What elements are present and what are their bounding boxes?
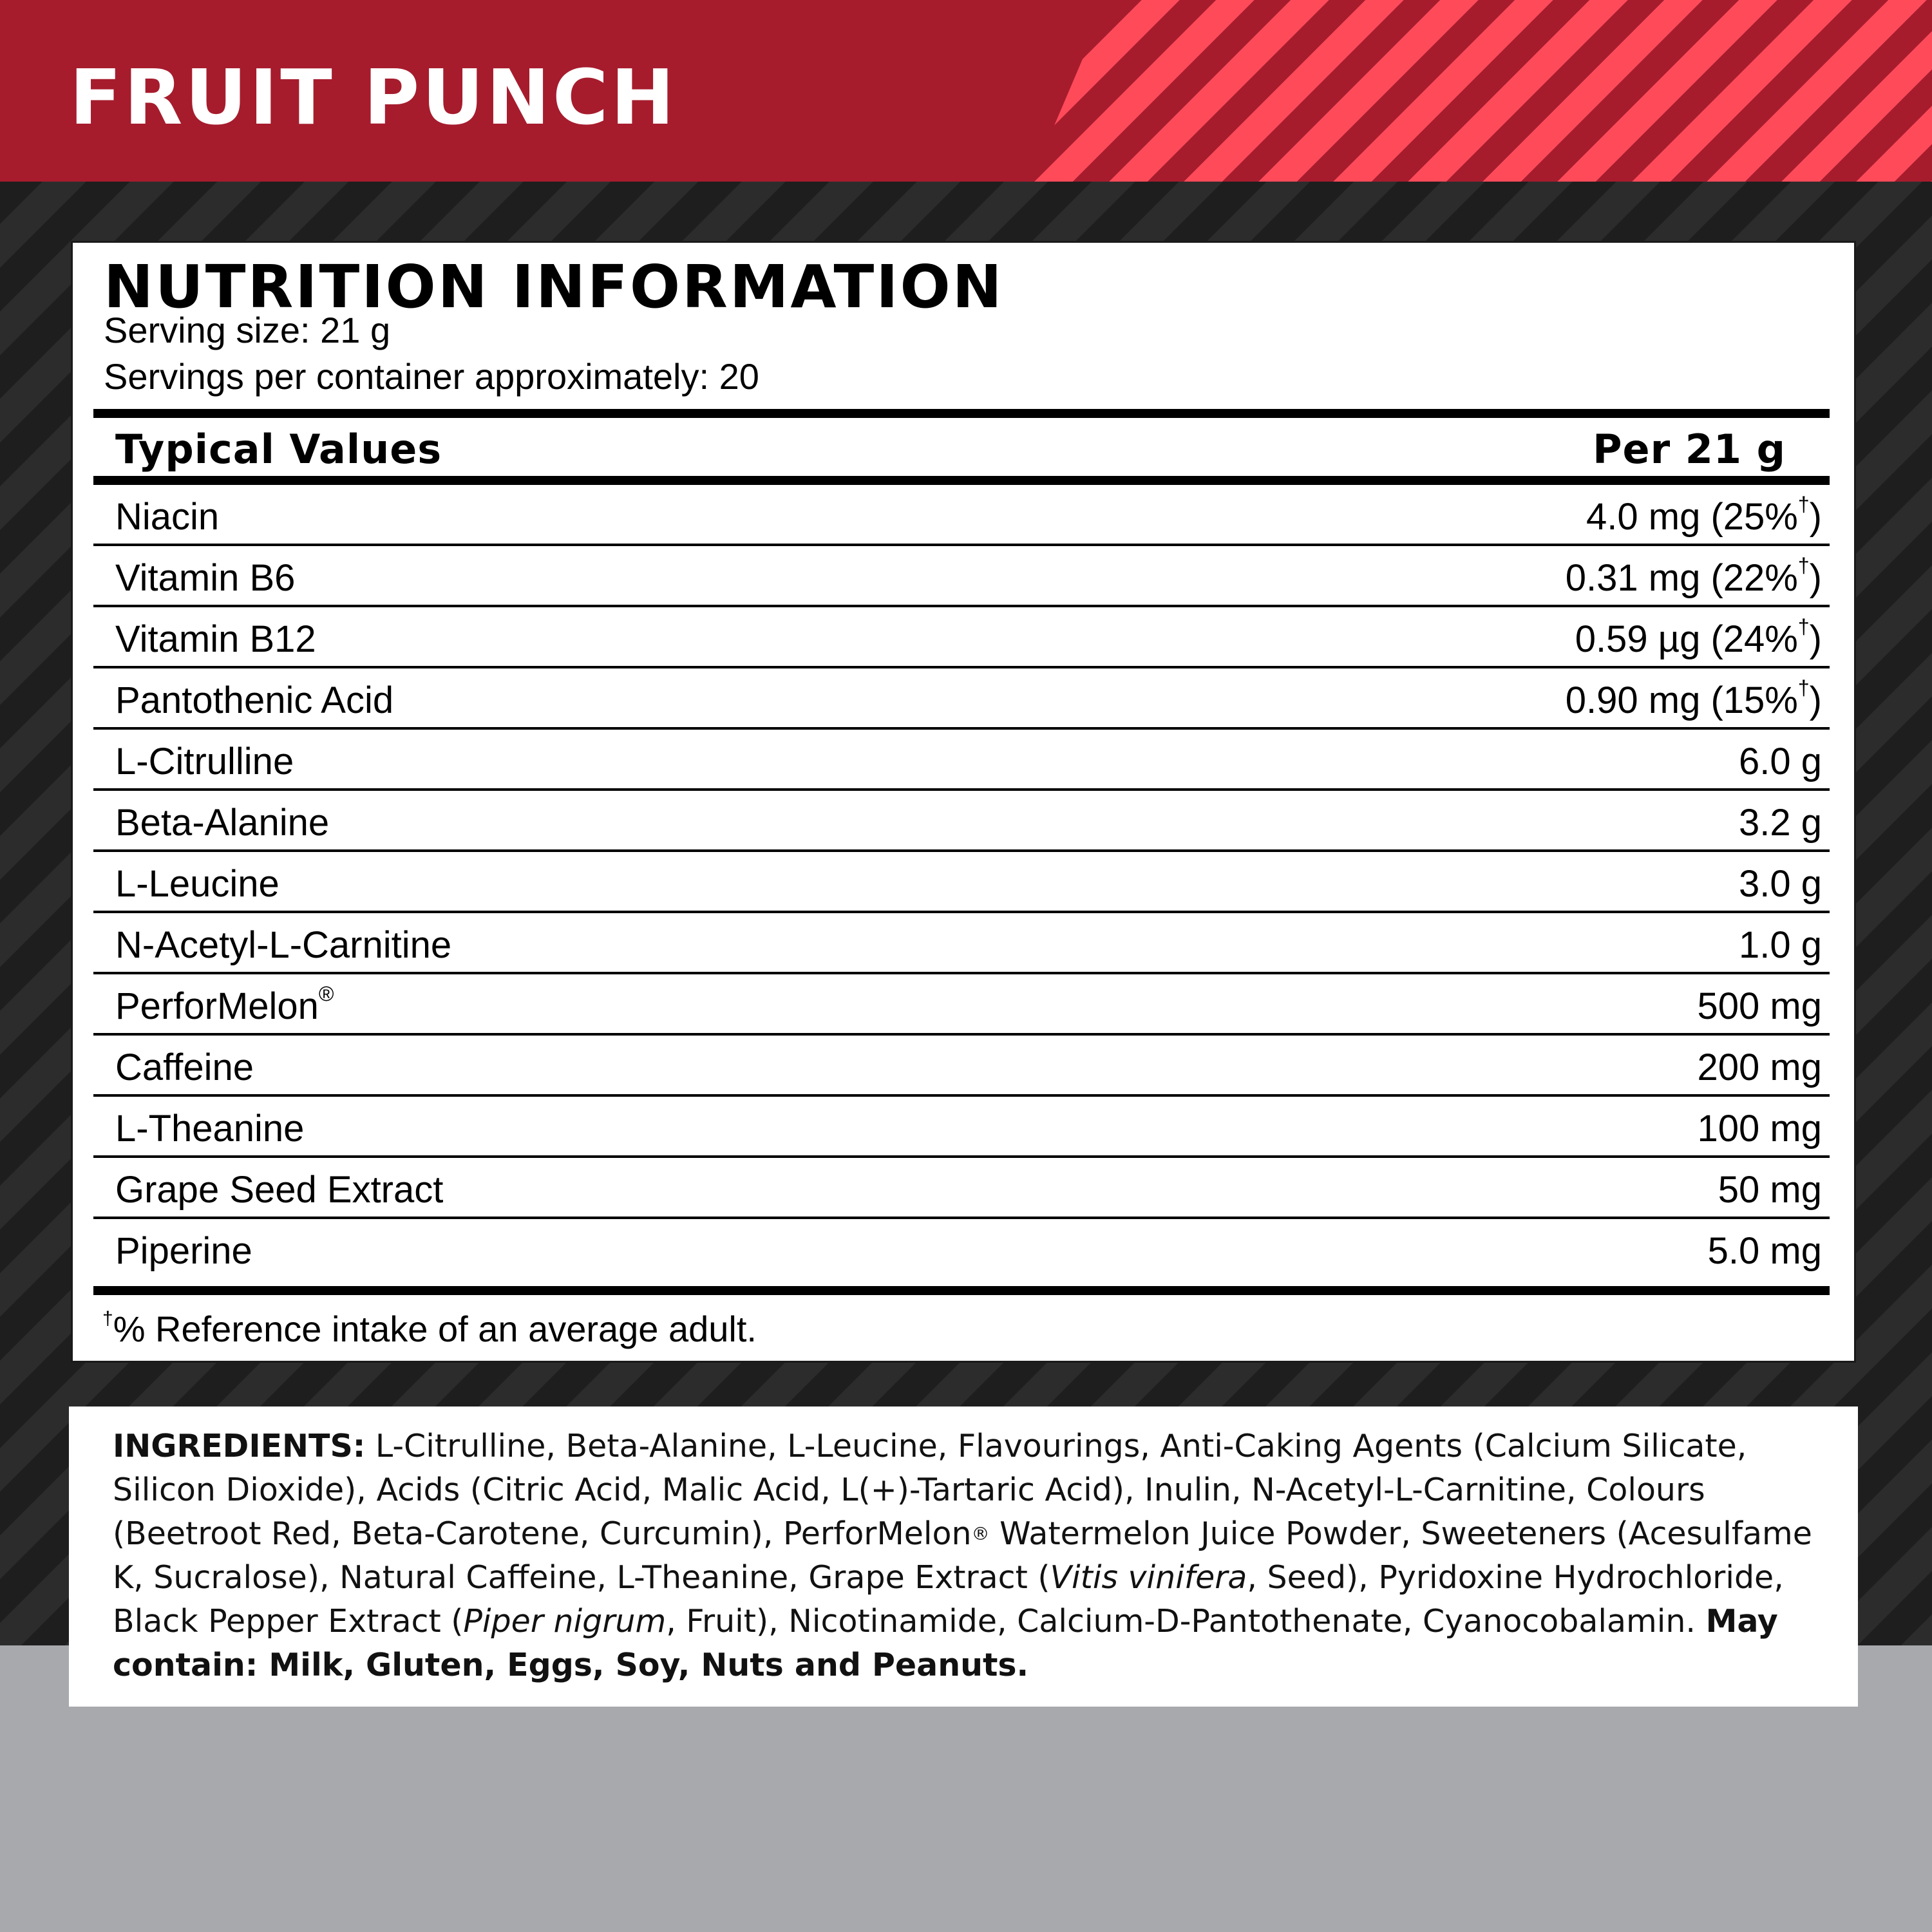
table-row: [93, 730, 1830, 791]
table-row: [93, 668, 1830, 730]
row-value: 100 mg: [1697, 1108, 1822, 1150]
row-name: L-Leucine: [115, 863, 279, 905]
row-name: Pantothenic Acid: [115, 679, 394, 721]
row-value: 0.59 µg (24%†): [1575, 615, 1822, 660]
footnote: †% Reference intake of an average adult.: [102, 1308, 757, 1349]
row-name: N-Acetyl-L-Carnitine: [115, 924, 452, 966]
table-row: [93, 913, 1830, 974]
allergen-statement: May contain: Milk, Gluten, Eggs, Soy, Nuts and Peanuts.: [113, 1603, 1778, 1683]
row-name: Caffeine: [115, 1046, 254, 1088]
table-row: [93, 1158, 1830, 1219]
row-name: Piperine: [115, 1230, 252, 1272]
table-row: [93, 852, 1830, 913]
table-row: [93, 1097, 1830, 1158]
row-value: 0.31 mg (22%†): [1565, 554, 1822, 599]
table-header: [93, 412, 1830, 477]
row-value: 5.0 mg: [1707, 1230, 1822, 1272]
row-value: 0.90 mg (15%†): [1565, 676, 1822, 721]
row-name: Grape Seed Extract: [115, 1169, 444, 1211]
row-value: 200 mg: [1697, 1046, 1822, 1088]
row-value: 50 mg: [1718, 1169, 1822, 1211]
row-value: 1.0 g: [1739, 924, 1822, 966]
table-row: [93, 791, 1830, 852]
column-header-per-serving: Per 21 g: [1593, 426, 1786, 473]
nutrition-table: [93, 485, 1830, 1280]
table-row: [93, 546, 1830, 607]
rule-header: [93, 476, 1830, 485]
servings-per-container: Servings per container approximately: 20: [104, 356, 759, 397]
table-row: [93, 1219, 1830, 1280]
header-stripe-pattern: [1030, 0, 1932, 182]
serving-size: Serving size: 21 g: [104, 310, 391, 350]
rule-bottom: [93, 1286, 1830, 1295]
ingredients-text: INGREDIENTS: L-Citrulline, Beta-Alanine, L-Leucine, Flavourings, Anti-Caking Agents (Calcium Silicate, Silicon Dioxide), Acids (Citric Acid, Malic Acid, L(+)-Tartaric Acid), Inulin, N-Acetyl-L-Carnitine, Colours (Beetroot Red, Beta-Carotene, Curcumin), PerforMelon® Watermelon Juice Powder, Sweeteners (Acesulfame K, Sucralose), Natural Caffeine, L-Theanine, Grape Extract (Vitis vinifera, Seed), Pyridoxine Hydrochloride, Black Pepper Extract (Piper nigrum, Fruit), Nicotinamide, Calcium-D-Pantothenate, Cyanocobalamin. May contain: Milk, Gluten, Eggs, Soy, Nuts and Peanuts.: [113, 1428, 1812, 1683]
table-row: [93, 607, 1830, 668]
table-row: [93, 974, 1830, 1036]
row-value: 6.0 g: [1739, 741, 1822, 782]
row-name: L-Theanine: [115, 1108, 305, 1150]
row-value: 500 mg: [1697, 985, 1822, 1027]
nutrition-title: NUTRITION INFORMATION: [104, 252, 1004, 321]
row-value: 4.0 mg (25%†): [1586, 493, 1822, 538]
row-value: 3.2 g: [1739, 802, 1822, 844]
row-name: Beta-Alanine: [115, 802, 330, 844]
row-name: Niacin: [115, 496, 220, 538]
ingredients-panel: [69, 1406, 1858, 1707]
flavor-title: FRUIT PUNCH: [70, 53, 677, 142]
row-name: L-Citrulline: [115, 741, 294, 782]
row-name: Vitamin B12: [115, 618, 316, 660]
row-name: Vitamin B6: [115, 557, 296, 599]
nutrition-panel: [71, 241, 1856, 1363]
ingredients-label: INGREDIENTS:: [113, 1428, 366, 1464]
column-header-typical-values: Typical Values: [115, 426, 442, 473]
flavor-header: [0, 0, 1932, 182]
row-value: 3.0 g: [1739, 863, 1822, 905]
table-row: [93, 1036, 1830, 1097]
table-row: [93, 485, 1830, 546]
row-name: PerforMelon®: [115, 982, 334, 1027]
